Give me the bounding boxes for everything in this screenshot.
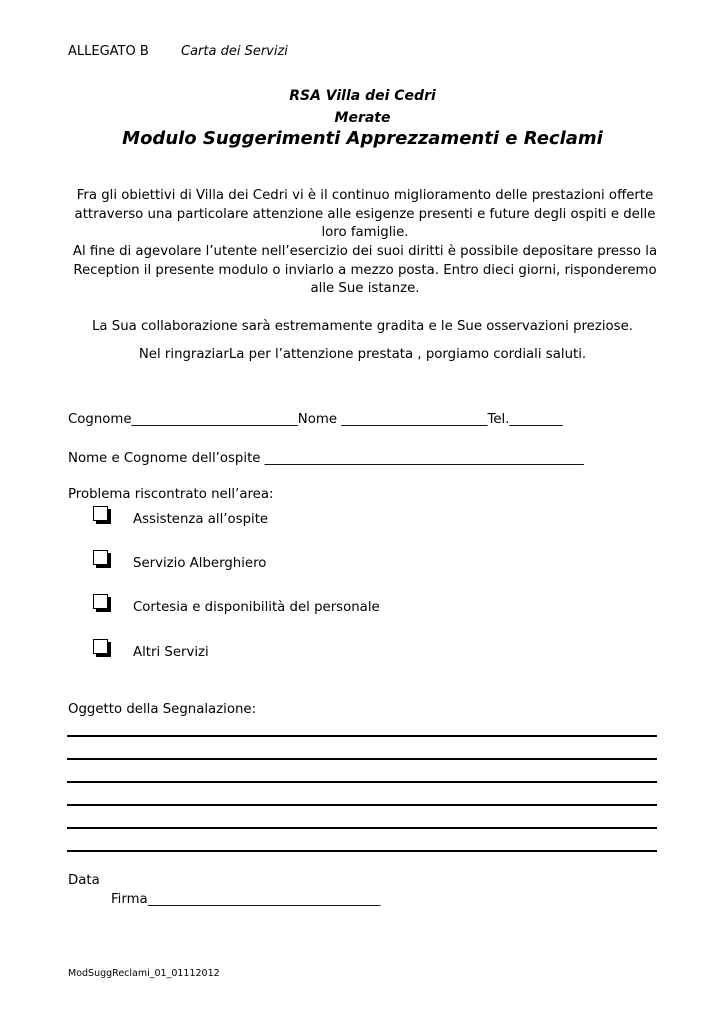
date-label: Data (68, 873, 100, 888)
document-code: ModSuggReclami_01_01112012 (68, 968, 220, 979)
intro-paragraph-1: Fra gli obiettivi di Villa dei Cedri vi è il continuo miglioramento delle prestazioni offerte attraverso una particolare attenzione alle esigenze presenti e future degli ospiti e delle loro famiglie. (74, 188, 656, 241)
attachment-label: ALLEGATO B (68, 44, 149, 59)
report-line-4[interactable] (67, 804, 657, 806)
phone-field[interactable]: Tel.________ (487, 412, 563, 427)
surname-field[interactable]: Cognome_________________________ (68, 412, 298, 427)
option-label-altri-servizi: Altri Servizi (133, 645, 209, 660)
collaboration-text: La Sua collaborazione sarà estremamente gradita e le Sue osservazioni preziose. (91, 319, 634, 334)
intro-paragraph-2: Al fine di agevolare l’utente nell’esercizio dei suoi diritti è possibile depositare presso la Reception il presente modulo o inviarlo a mezzo posta. Entro dieci giorni, risponderemo alle Sue istanze. (72, 244, 658, 297)
checkbox-altri-servizi[interactable] (93, 639, 108, 654)
thanks-text: Nel ringraziarLa per l’attenzione prestata , porgiamo cordiali saluti. (138, 347, 587, 362)
signature-field[interactable]: Firma___________________________________ (111, 892, 381, 907)
guest-name-field[interactable]: Nome e Cognome dell’ospite ________________________________________________ (68, 451, 584, 466)
option-label-alberghiero: Servizio Alberghiero (133, 556, 267, 571)
option-label-cortesia: Cortesia e disponibilità del personale (133, 600, 380, 615)
report-line-1[interactable] (67, 735, 657, 737)
report-line-6[interactable] (67, 850, 657, 852)
report-line-5[interactable] (67, 827, 657, 829)
option-label-assistenza: Assistenza all’ospite (133, 512, 269, 527)
checkbox-cortesia[interactable] (93, 594, 108, 609)
problem-area-label: Problema riscontrato nell’area: (68, 487, 274, 502)
organization-name: RSA Villa dei Cedri (289, 88, 436, 104)
report-line-2[interactable] (67, 758, 657, 760)
name-fields-row (68, 412, 563, 427)
checkbox-assistenza[interactable] (93, 506, 108, 521)
report-subject-label: Oggetto della Segnalazione: (68, 702, 257, 717)
document-name: Carta dei Servizi (181, 44, 288, 59)
name-field[interactable]: Nome ______________________ (297, 412, 488, 427)
city-name: Merate (334, 110, 391, 126)
checkbox-alberghiero[interactable] (93, 550, 108, 565)
form-title: Modulo Suggerimenti Apprezzamenti e Reclami (122, 128, 603, 149)
report-line-3[interactable] (67, 781, 657, 783)
